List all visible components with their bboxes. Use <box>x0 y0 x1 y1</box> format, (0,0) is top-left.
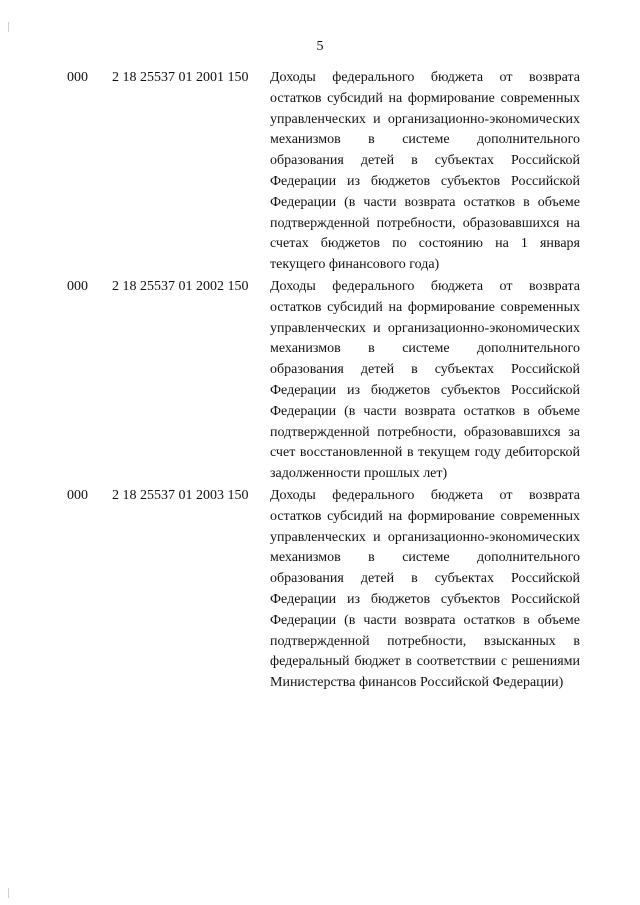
kbk-code-cell: 2 18 25537 01 2001 150 <box>112 70 249 85</box>
admin-code-cell: 000 <box>67 487 88 503</box>
kbk-code-cell: 2 18 25537 01 2002 150 <box>112 278 249 294</box>
scan-margin-mark <box>8 22 9 32</box>
admin-code-cell: 000 <box>67 278 88 294</box>
description-cell: Доходы федерального бюджета от возврата остатков субсидий на формирование современных управленческих и организационно-экономических механизмов в системе дополнительного образования детей в субъектах Российской Федерации из бюджетов субъектов Российской Федерации (в части возврата остатков в объеме подтвержденной потребности, взысканных в федеральный бюджет в соответствии с решениями Министерства финансов Российской Федерации) <box>270 487 580 691</box>
table-row <box>67 68 587 276</box>
budget-code-table <box>67 68 587 695</box>
scan-margin-mark <box>8 888 9 898</box>
admin-code-cell: 000 <box>67 70 88 85</box>
description-cell: Доходы федерального бюджета от возврата остатков субсидий на формирование современных управленческих и организационно-экономических механизмов в системе дополнительного образования детей в субъектах Российской Федерации из бюджетов субъектов Российской Федерации (в части возврата остатков в объеме подтвержденной потребности, образовавшихся на счетах бюджетов по состоянию на 1 января текущего финансового года) <box>270 70 580 273</box>
kbk-code-cell: 2 18 25537 01 2003 150 <box>112 487 249 503</box>
description-cell: Доходы федерального бюджета от возврата остатков субсидий на формирование современных управленческих и организационно-экономических механизмов в системе дополнительного образования детей в субъектах Российской Федерации из бюджетов субъектов Российской Федерации (в части возврата остатков в объеме подтвержденной потребности, образовавшихся за счет восстановленной в текущем году дебиторской задолженности прошлых лет) <box>270 278 580 482</box>
table-row <box>67 277 587 485</box>
page-number: 5 <box>316 39 324 54</box>
table-row <box>67 486 587 694</box>
